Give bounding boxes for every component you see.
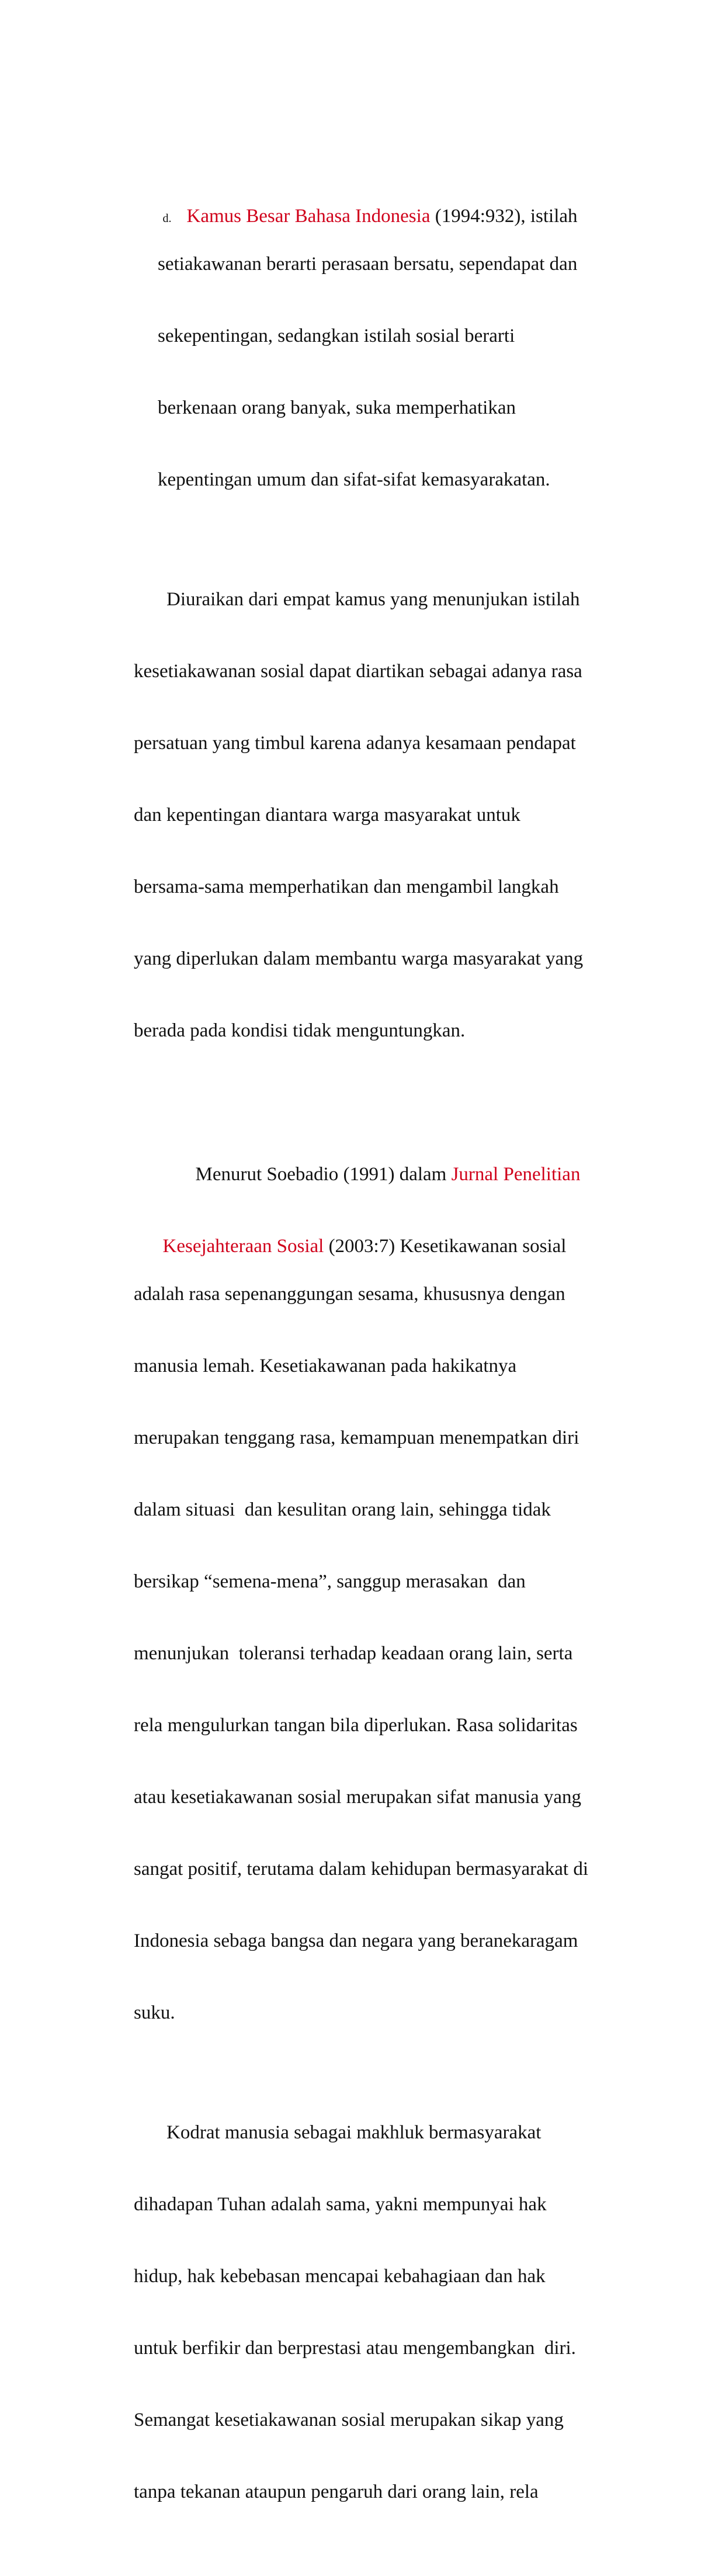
para2-line: yang diperlukan dalam membantu warga masyarakat yang xyxy=(134,948,584,969)
para3-line: manusia lemah. Kesetiakawanan pada hakikatnya xyxy=(134,1355,517,1377)
reference-title: Jurnal Penelitian xyxy=(451,1164,581,1185)
text-segment: Menurut Soebadio (1991) dalam xyxy=(195,1164,452,1185)
para2-line: berada pada kondisi tidak menguntungkan. xyxy=(134,1020,466,1041)
para4-line: tanpa tekanan ataupun pengaruh dari orang lain, rela xyxy=(134,2481,539,2502)
para4-line: Semangat kesetiakawanan sosial merupakan sikap yang xyxy=(134,2409,564,2431)
para3-line: sangat positif, terutama dalam kehidupan bermasyarakat di xyxy=(134,1859,588,1880)
para4-line: Kodrat manusia sebagai makhluk bermasyarakat xyxy=(166,2122,542,2143)
para3-line: merupakan tenggang rasa, kemampuan menempatkan diri xyxy=(134,1427,579,1448)
para3-line-1 xyxy=(134,1139,636,1185)
para4-line: dihadapan Tuhan adalah sama, yakni mempunyai hak xyxy=(134,2194,547,2215)
item-d-line: sekepentingan, sedangkan istilah sosial berarti xyxy=(158,325,515,346)
para2-line: Diuraikan dari empat kamus yang menunjukan istilah xyxy=(166,589,580,610)
para4-line: hidup, hak kebebasan mencapai kebahagiaan dan hak xyxy=(134,2266,546,2287)
para2-line: kesetiakawanan sosial dapat diartikan sebagai adanya rasa xyxy=(134,661,582,682)
para3-line: rela mengulurkan tangan bila diperlukan. Rasa solidaritas xyxy=(134,1715,578,1736)
para3-line: menunjukan toleransi terhadap keadaan orang lain, serta xyxy=(134,1643,573,1664)
para3-line: Indonesia sebaga bangsa dan negara yang beranekaragam xyxy=(134,1930,578,1951)
para3-line: atau kesetiakawanan sosial merupakan sifat manusia yang xyxy=(134,1787,582,1808)
text-segment: (1994:932), istilah xyxy=(430,206,578,227)
para2-line: persatuan yang timbul karena adanya kesamaan pendapat xyxy=(134,733,576,754)
para2-line: bersama-sama memperhatikan dan mengambil langkah xyxy=(134,876,559,897)
para3-line: bersikap “semena-mena”, sanggup merasakan dan xyxy=(134,1571,526,1592)
para4-line: untuk berfikir dan berprestasi atau mengembangkan diri. xyxy=(134,2338,576,2359)
text-segment: (2003:7) Kesetikawanan sosial xyxy=(324,1236,567,1257)
para3-line: dalam situasi dan kesulitan orang lain, sehingga tidak xyxy=(134,1499,551,1520)
para3-line: adalah rasa sepenanggungan sesama, khususnya dengan xyxy=(134,1284,565,1305)
item-d-line: setiakawanan berarti perasaan bersatu, sependapat dan xyxy=(158,254,578,275)
list-marker: d. xyxy=(162,212,172,225)
item-d-line-1 xyxy=(134,181,636,227)
para3-line-2 xyxy=(134,1211,636,1257)
document-body xyxy=(134,85,636,2576)
para2-line: dan kepentingan diantara warga masyarakat untuk xyxy=(134,805,520,826)
item-d-line: kepentingan umum dan sifat-sifat kemasyarakatan. xyxy=(158,469,550,490)
item-d-line: berkenaan orang banyak, suka memperhatikan xyxy=(158,397,516,418)
para3-line: suku. xyxy=(134,2002,175,2023)
reference-title: Kamus Besar Bahasa Indonesia xyxy=(186,206,431,227)
reference-title: Kesejahteraan Sosial xyxy=(162,1236,324,1257)
